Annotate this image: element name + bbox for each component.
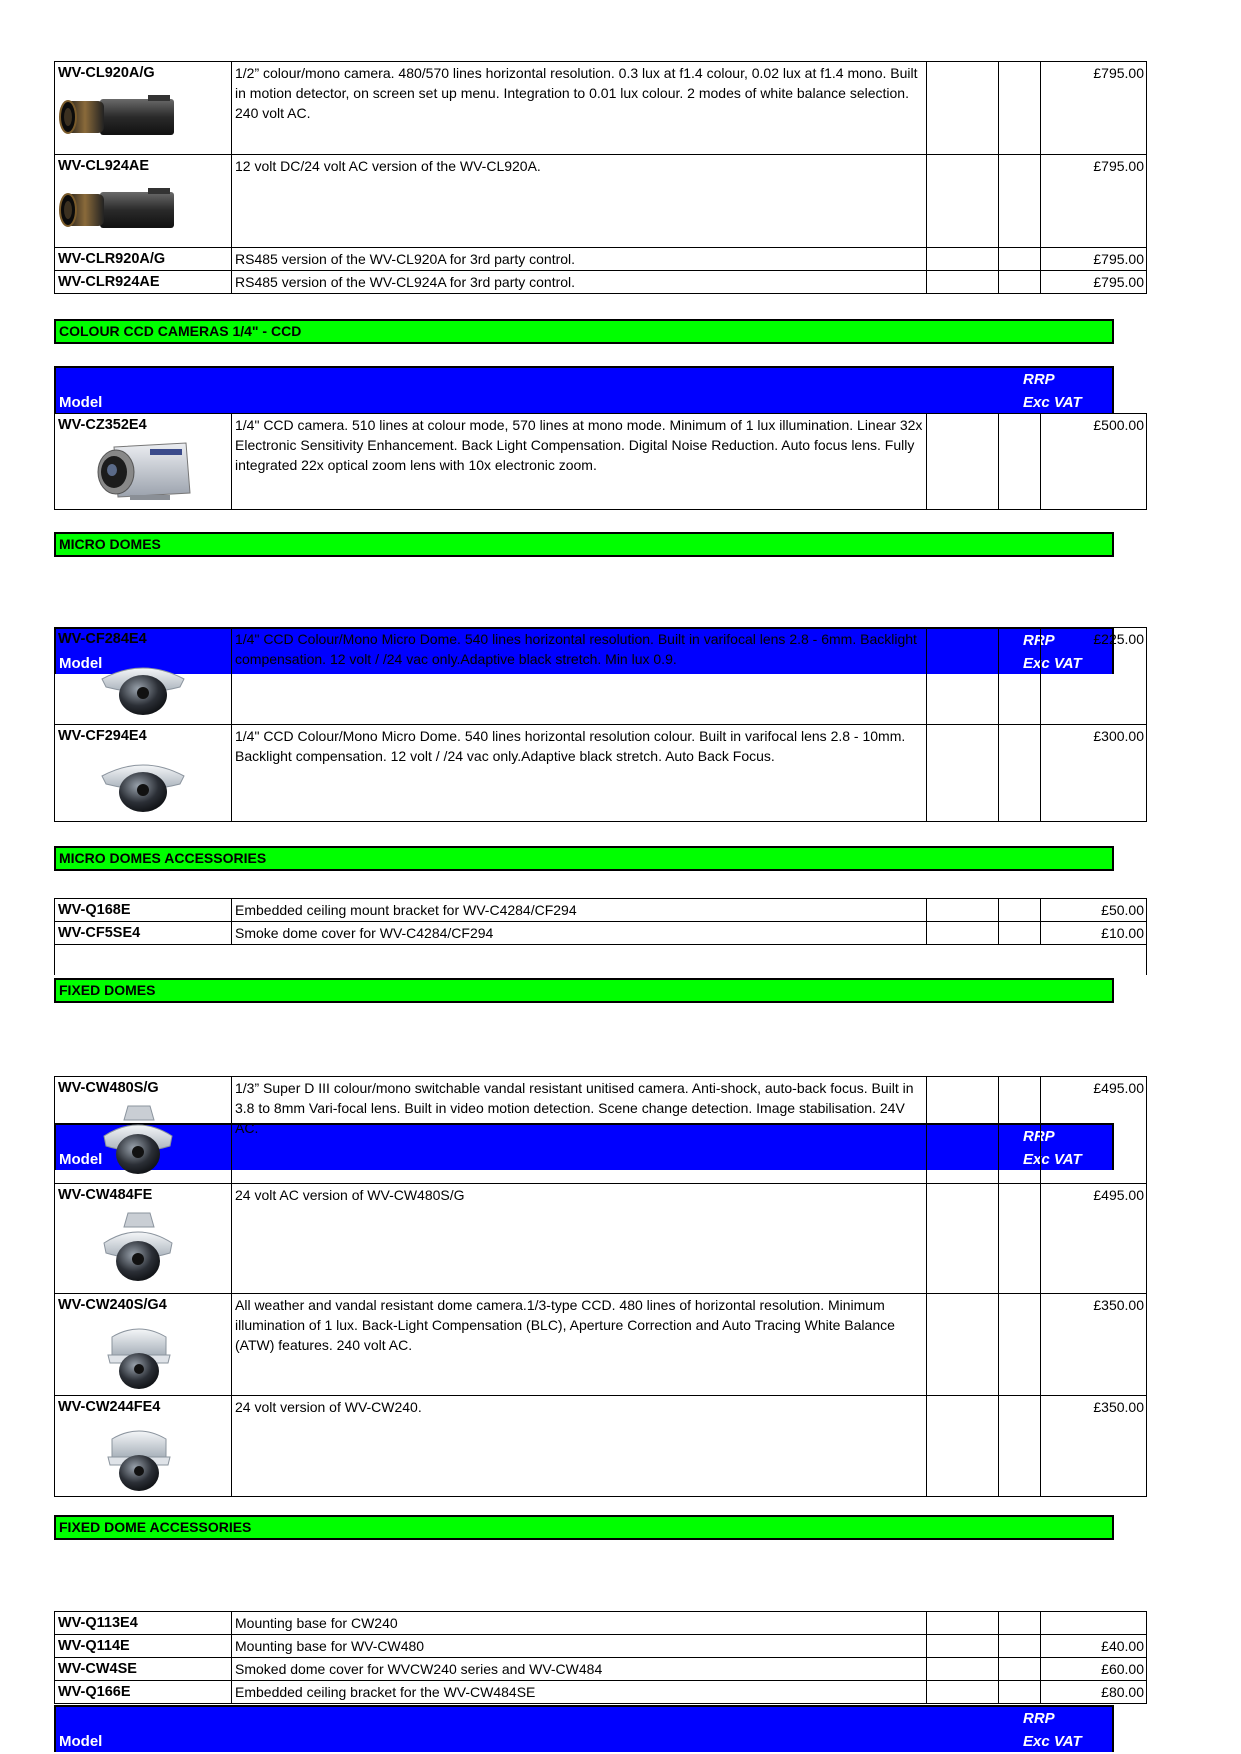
model-code: WV-CLR924AE: [55, 271, 232, 294]
price: £795.00: [1041, 248, 1147, 271]
table-header: [54, 1705, 1114, 1752]
price: £500.00: [1041, 414, 1147, 510]
model-column-header: Model: [59, 394, 103, 411]
box-camera-table: [54, 61, 1144, 294]
box-camera-image: [58, 87, 228, 147]
product-description: 24 volt AC version of WV-CW480S/G: [232, 1184, 927, 1294]
product-description: Smoked dome cover for WVCW240 series and WV-CW484: [232, 1658, 927, 1681]
table-row: [55, 1396, 1147, 1497]
vandal-dome-image: [98, 1209, 228, 1285]
table-row: [55, 628, 1147, 725]
model-code: WV-CW4SE: [55, 1658, 232, 1681]
rrp-column-header: RRP: [1023, 371, 1055, 388]
price: £495.00: [1041, 1184, 1147, 1294]
product-table: [54, 627, 1147, 822]
rrp-column-header: RRP: [1023, 1128, 1055, 1145]
price: £10.00: [1041, 922, 1147, 945]
section-heading-fixed-domes: FIXED DOMES: [54, 978, 1114, 1003]
micro-domes-accessories-table: [54, 898, 1144, 975]
model-code: WV-CL920A/G: [58, 65, 155, 81]
model-code: WV-Q166E: [55, 1681, 232, 1704]
product-description: 1/2” colour/mono camera. 480/570 lines horizontal resolution. 0.3 lux at f1.4 colour, 0.02 lux at f1.4 mono. Built in motion detector, on screen set up menu. Integration to 0.01 lux colour. 2 modes of white balance selection. 240 volt AC.: [232, 62, 927, 155]
section-heading-fixed-dome-accessories: FIXED DOME ACCESSORIES: [54, 1515, 1114, 1540]
micro-dome-image: [98, 653, 228, 719]
product-table: [54, 413, 1147, 510]
product-description: RS485 version of the WV-CL924A for 3rd party control.: [232, 271, 927, 294]
table-row: [55, 1681, 1147, 1704]
product-description: 1/4" CCD Colour/Mono Micro Dome. 540 lines horizontal resolution colour. Built in varifocal lens 2.8 - 10mm. Backlight compensation. 12 volt / /24 vac only.Adaptive black stretch. Auto Back Focus.: [232, 725, 927, 822]
section-heading-colour-ccd: COLOUR CCD CAMERAS 1/4" - CCD: [54, 319, 1114, 344]
price: £60.00: [1041, 1658, 1147, 1681]
weather-dome-image: [102, 1421, 228, 1495]
table-row: [55, 62, 1147, 155]
fixed-dome-accessories-table: [54, 1611, 1144, 1704]
product-description: RS485 version of the WV-CL920A for 3rd party control.: [232, 248, 927, 271]
product-table: [54, 61, 1147, 294]
table-row: [55, 899, 1147, 922]
table-row: [55, 271, 1147, 294]
table-row: [55, 1658, 1147, 1681]
model-code: WV-Q168E: [55, 899, 232, 922]
product-description: 1/3” Super D III colour/mono switchable vandal resistant unitised camera. Anti-shock, auto-back focus. Built in 3.8 to 8mm Vari-focal lens. Built in video motion detection. Scene change detection. Image stabilisation. 24V AC.: [232, 1077, 927, 1184]
model-column-header: Model: [59, 1733, 103, 1750]
zoom-camera-image: [92, 439, 228, 501]
product-description: Embedded ceiling mount bracket for WV-C4284/CF294: [232, 899, 927, 922]
table-row: [55, 155, 1147, 248]
model-code: WV-CW240S/G4: [58, 1297, 167, 1313]
rrp-column-header: RRP: [1023, 632, 1055, 649]
table-row: [55, 1635, 1147, 1658]
model-code: WV-CZ352E4: [58, 417, 147, 433]
product-description: Mounting base for WV-CW480: [232, 1635, 927, 1658]
section-heading-micro-domes-accessories: MICRO DOMES ACCESSORIES: [54, 846, 1114, 871]
price: £350.00: [1041, 1294, 1147, 1396]
table-row: [55, 1612, 1147, 1635]
product-table: [54, 898, 1147, 975]
price: £795.00: [1041, 155, 1147, 248]
price: £495.00: [1041, 1077, 1147, 1184]
model-code: WV-CLR920A/G: [55, 248, 232, 271]
rrp-column-header: RRP: [1023, 1710, 1055, 1727]
product-description: Mounting base for CW240: [232, 1612, 927, 1635]
table-row: [55, 248, 1147, 271]
table-row: [55, 922, 1147, 945]
colour-ccd-table: [54, 413, 1144, 510]
product-table: [54, 1611, 1147, 1704]
price: £795.00: [1041, 271, 1147, 294]
model-column-header: Model: [59, 655, 103, 672]
section-heading-micro-domes: MICRO DOMES: [54, 532, 1114, 557]
model-column-header: Model: [59, 1151, 103, 1168]
exc-vat-column-header: Exc VAT: [1023, 1733, 1082, 1750]
exc-vat-column-header: Exc VAT: [1023, 1151, 1082, 1168]
model-code: WV-CL924AE: [58, 158, 150, 174]
exc-vat-column-header: Exc VAT: [1023, 394, 1082, 411]
model-code: WV-CF294E4: [58, 728, 147, 744]
model-code: WV-Q113E4: [55, 1612, 232, 1635]
model-code: WV-CW484FE: [58, 1187, 153, 1203]
price: £80.00: [1041, 1681, 1147, 1704]
table-row: [55, 725, 1147, 822]
model-code: WV-CF5SE4: [55, 922, 232, 945]
price: £350.00: [1041, 1396, 1147, 1497]
table-row: [55, 414, 1147, 510]
model-code: WV-CF284E4: [58, 631, 147, 647]
product-description: 1/4" CCD camera. 510 lines at colour mode, 570 lines at mono mode. Minimum of 1 lux illumination. Linear 32x Electronic Sensitivity Enhancement. Back Light Compensation. Digital Noise Reduction. Auto focus lens. Fully integrated 22x optical zoom lens with 10x electronic zoom.: [232, 414, 927, 510]
model-code: WV-CW244FE4: [58, 1399, 161, 1415]
exc-vat-column-header: Exc VAT: [1023, 655, 1082, 672]
table-header: [54, 366, 1114, 413]
product-description: 1/4" CCD Colour/Mono Micro Dome. 540 lines horizontal resolution. Built in varifocal lens 2.8 - 6mm. Backlight compensation. 12 volt / /24 vac only.Adaptive black stretch. Min lux 0.9.: [232, 628, 927, 725]
price: [1041, 1612, 1147, 1635]
product-description: 12 volt DC/24 volt AC version of the WV-CL920A.: [232, 155, 927, 248]
micro-dome-image: [98, 750, 228, 816]
product-table: [54, 1076, 1147, 1497]
product-description: Embedded ceiling bracket for the WV-CW484SE: [232, 1681, 927, 1704]
table-row: [55, 1294, 1147, 1396]
product-description: All weather and vandal resistant dome camera.1/3-type CCD. 480 lines of horizontal resolution. Minimum illumination of 1 lux. Back-Light Compensation (BLC), Aperture Correction and Auto Tracing White Balance (ATW) features. 240 volt AC.: [232, 1294, 927, 1396]
weather-dome-image: [102, 1319, 228, 1393]
price: £50.00: [1041, 899, 1147, 922]
table-row-spacer: [55, 945, 1147, 975]
fixed-domes-table: [54, 1076, 1144, 1497]
micro-domes-table: [54, 627, 1144, 822]
box-camera-image: [58, 180, 228, 240]
product-description: Smoke dome cover for WV-C4284/CF294: [232, 922, 927, 945]
price: £795.00: [1041, 62, 1147, 155]
price: £225.00: [1041, 628, 1147, 725]
vandal-dome-image: [98, 1102, 228, 1178]
price: £300.00: [1041, 725, 1147, 822]
model-code: WV-CW480S/G: [58, 1080, 159, 1096]
table-row: [55, 1184, 1147, 1294]
table-row: [55, 1077, 1147, 1184]
price: £40.00: [1041, 1635, 1147, 1658]
model-code: WV-Q114E: [55, 1635, 232, 1658]
product-description: 24 volt version of WV-CW240.: [232, 1396, 927, 1497]
